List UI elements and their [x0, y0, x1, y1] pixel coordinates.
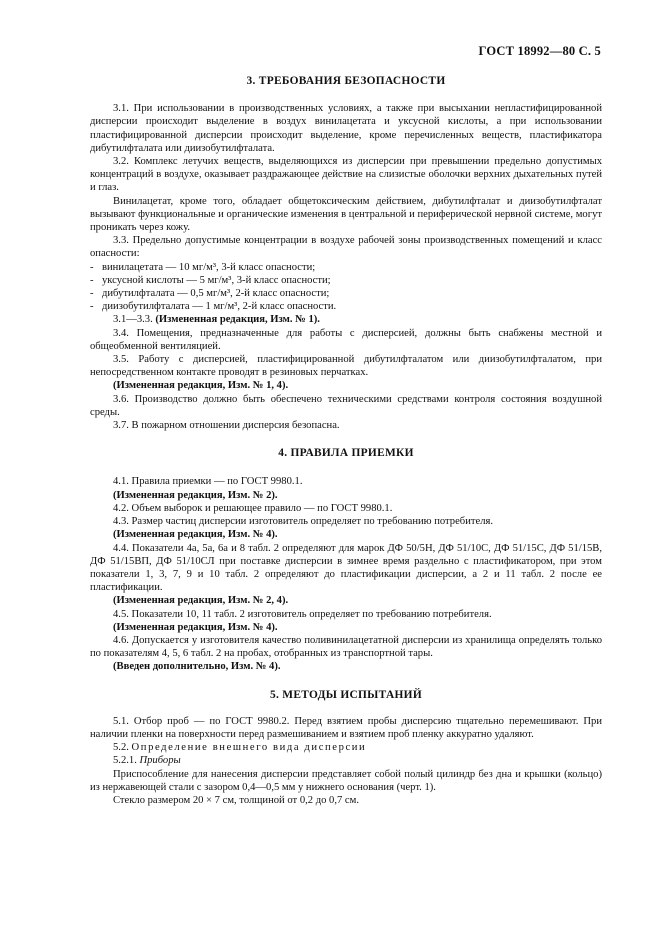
paragraph-3-1: 3.1. При использовании в производственных условиях, а также при высыхании непластифицированной дисперсии происходит выделение в воздух винилацетата и уксусной кислоты, а при использовании пластифицированной дисперсии происходит выделение, кроме перечисленных веществ, пластификатора дибутилфталата или диизобутилфталата.	[90, 103, 602, 154]
page-running-title: ГОСТ 18992—80 С. 5	[478, 44, 601, 58]
concentration-list	[90, 261, 602, 314]
clause-number: 5.2.	[113, 742, 132, 754]
paragraph-4-3: 4.3. Размер частиц дисперсии изготовитель определяет по требованию потребителя.	[113, 516, 493, 528]
list-item: - винилацетата — 10 мг/м³, 3-й класс опасности;	[90, 261, 602, 274]
list-item: - диизобутилфталата — 1 мг/м³, 2-й класс опасности.	[90, 300, 602, 313]
paragraph-5-1: 5.1. Отбор проб — по ГОСТ 9980.2. Перед взятием пробы дисперсию тщательно перемешивают. При наличии пленки на поверхности перед размешиванием и взятием проб пленку аккуратно удаляют.	[90, 715, 602, 740]
paragraph-3-2-cont: Винилацетат, кроме того, обладает общетоксическим действием, дибутилфталат и диизобутилфталат вызывают функциональные и органические изменения в центральной и периферической нервной системе, могут проникать через кожу.	[90, 195, 602, 234]
paragraph-5-2-1-glass: Стекло размером 20 × 7 см, толщиной от 0,2 до 0,7 см.	[113, 794, 359, 806]
section-5-heading: 5. МЕТОДЫ ИСПЫТАНИЙ	[269, 688, 422, 701]
amendment-note-4-4: (Измененная редакция, Изм. № 2, 4).	[113, 595, 289, 607]
section-4-heading: 4. ПРАВИЛА ПРИЕМКИ	[278, 447, 414, 460]
document-body	[90, 75, 602, 807]
paragraph-3-4: 3.4. Помещения, предназначенные для работы с дисперсией, должны быть снабжены местной и общеобменной вентиляцией.	[90, 327, 602, 352]
paragraph-4-5: 4.5. Показатели 10, 11 табл. 2 изготовитель определяет по требованию потребителя.	[113, 608, 492, 620]
paragraph-3-7: 3.7. В пожарном отношении дисперсия безопасна.	[113, 420, 340, 432]
clause-number: 5.2.1.	[113, 755, 140, 767]
section-3-heading: 3. ТРЕБОВАНИЯ БЕЗОПАСНОСТИ	[246, 75, 446, 87]
paragraph-3-5: 3.5. Работу с дисперсией, пластифицированной дибутилфталатом или диизобутилфталатом, при непосредственном контакте проводят в резиновых перчатках.	[90, 354, 602, 379]
list-item: - уксусной кислоты — 5 мг/м³, 3-й класс опасности;	[90, 274, 602, 287]
paragraph-3-2: 3.2. Комплекс летучих веществ, выделяющихся из дисперсии при превышении предельно допустимых концентраций в воздухе, оказывает раздражающее действие на слизистые оболочки верхних дыхательных путей и глаз.	[90, 156, 602, 194]
paragraph-4-4: 4.4. Показатели 4а, 5а, 6а и 8 табл. 2 определяют для марок ДФ 50/5Н, ДФ 51/10С, ДФ 51/15С, ДФ 51/15В, ДФ 51/15ВП, ДФ 51/10СЛ при поставке дисперсии в зимнее время раздельно с пластификатором, при этом показатели 1, 3, 7, 9 и 10 табл. 2 определяют до пластификации дисперсии, а 2 и 11 табл. 2 после ее пластификации.	[90, 542, 602, 594]
amendment-note-4-5: (Измененная редакция, Изм. № 4).	[113, 621, 278, 633]
clause-title: Приборы	[139, 755, 181, 767]
paragraph-5-2-1	[90, 754, 602, 767]
paragraph-4-1: 4.1. Правила приемки — по ГОСТ 9980.1.	[113, 476, 303, 488]
paragraph-4-6: 4.6. Допускается у изготовителя качество поливинилацетатной дисперсии из хранилища определять только по показателям 4, 5, 6 табл. 2 на пробах, отобранных из транспортной тары.	[90, 634, 602, 660]
paragraph-3-3: 3.3. Предельно допустимые концентрации в воздухе рабочей зоны производственных помещений и класс опасности:	[90, 235, 602, 260]
amendment-ref: 3.1—3.3.	[113, 314, 156, 326]
paragraph-3-6: 3.6. Производство должно быть обеспечено техническими средствами контроля состояния воздушной среды.	[90, 393, 602, 418]
clause-title: Определение внешнего вида дисперсии	[131, 742, 367, 754]
amendment-note-4-6: (Введен дополнительно, Изм. № 4).	[113, 661, 281, 673]
list-item: - дибутилфталата — 0,5 мг/м³, 2-й класс опасности;	[90, 287, 602, 300]
paragraph-4-2: 4.2. Объем выборок и решающее правило — по ГОСТ 9980.1.	[113, 502, 393, 514]
amendment-note-4-1: (Измененная редакция, Изм. № 2).	[113, 489, 278, 501]
paragraph-5-2	[90, 741, 602, 754]
amendment-note-3-1-3-3	[90, 313, 602, 326]
amendment-note-3-5: (Измененная редакция, Изм. № 1, 4).	[113, 380, 289, 392]
amendment-text: (Измененная редакция, Изм. № 1).	[155, 314, 320, 326]
amendment-note-4-3: (Измененная редакция, Изм. № 4).	[113, 529, 278, 541]
paragraph-5-2-1-device: Приспособление для нанесения дисперсии представляет собой полый цилиндр без дна и крышки (кольцо) из нержавеющей стали с зазором 0,4—0,5 мм у нижнего основания (черт. 1).	[90, 768, 602, 793]
